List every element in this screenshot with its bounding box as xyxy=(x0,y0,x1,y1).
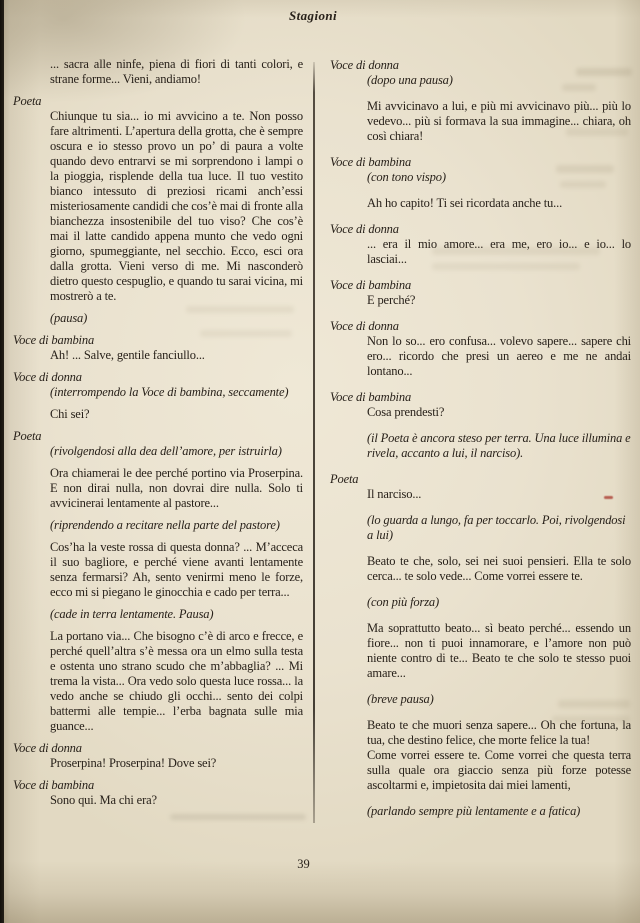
column-divider-rule xyxy=(313,62,315,823)
stage-direction: (lo guarda a lungo, fa per toccarlo. Poi, rivolgendosi a lui) xyxy=(367,513,626,542)
dialogue-paragraph: Come vorrei essere te. Come vorrei che questa terra sulla quale ora giaccio senza più forze potesse ascoltarmi e, impietosita dai miei lamenti, xyxy=(367,748,631,792)
bleedthrough-artifact xyxy=(576,68,632,76)
stage-direction: (interrompendo la Voce di bambina, seccamente) xyxy=(50,385,289,399)
bleedthrough-artifact xyxy=(170,814,306,820)
dialogue-paragraph: Cos’ha la veste rossa di questa donna? ... M’acceca il suo bagliore, e perché viene avanti lentamente senza fermarsi? Ah, sento venirmi meno le forze, ecco mi si piegano le ginocchia e cado per terra... xyxy=(50,540,303,599)
dialogue-paragraph: Ora chiamerai le dee perché portino via Proserpina. E non dirai nulla, non dovrai dire nulla. Solo ti avvicinerai lentamente al pastore... xyxy=(50,466,303,510)
speaker-label: Voce di donna xyxy=(330,319,399,333)
bleedthrough-artifact xyxy=(556,165,614,173)
bleedthrough-artifact xyxy=(562,84,596,91)
speaker-label: Voce di donna xyxy=(13,370,82,384)
dialogue-paragraph: Chiunque tu sia... io mi avvicino a te. Non posso fare altrimenti. L’apertura della grotta, che è sempre oscura e io stesso provo un po’ di paura a volte quando devo entrarvi se mi sorprendono i lampi o la pioggia, risplende della tua luce. Il tuo vestito bianco intessuto di preziosi ricami anch’essi misteriosamente candidi che cos’è mai di fronte alla bianchezza insostenibile del tuo viso? Che cos’è mai il latte candido appena munto che vedo ogni giorno, spumeggiante, nel secchio. Ecco, esci ora dalla grotta. Vieni verso di me. Mi nasconderò dietro questo cespuglio, e quando tu sarai vicina, mi mostrerò a te. xyxy=(50,109,303,303)
stage-direction: (cade in terra lentamente. Pausa) xyxy=(50,607,214,621)
speaker-label: Poeta xyxy=(13,429,42,443)
stage-direction: (riprendendo a recitare nella parte del pastore) xyxy=(50,518,280,532)
dialogue-paragraph: Ma soprattutto beato... sì beato perché... essendo un fiore... non ti puoi innamorare, e l’amore non può niente contro di te... Beato te che solo te stesso puoi amare... xyxy=(367,621,631,680)
dialogue-paragraph: Proserpina! Proserpina! Dove sei? xyxy=(50,756,217,770)
speaker-label: Voce di bambina xyxy=(330,390,412,404)
stage-direction: (con tono vispo) xyxy=(367,170,446,184)
running-header: Stagioni xyxy=(289,8,337,23)
speaker-label: Voce di bambina xyxy=(13,333,95,347)
speaker-label: Voce di donna xyxy=(13,741,82,755)
dialogue-paragraph: Beato te che, solo, sei nei suoi pensieri. Ella te solo cerca... te solo vede... Come vorrei essere te. xyxy=(367,554,631,583)
binding-edge xyxy=(0,0,4,923)
bleedthrough-artifact xyxy=(560,181,606,188)
speaker-label: Voce di bambina xyxy=(13,778,95,792)
bleedthrough-artifact xyxy=(432,263,580,270)
speaker-label: Poeta xyxy=(330,472,359,486)
dialogue-paragraph: E perché? xyxy=(367,293,416,307)
bleedthrough-artifact xyxy=(432,247,600,255)
speaker-label: Voce di donna xyxy=(330,222,399,236)
speaker-label: Voce di donna xyxy=(330,58,399,72)
page-number: 39 xyxy=(297,857,310,871)
speaker-label: Poeta xyxy=(13,94,42,108)
dialogue-paragraph: Ah! ... Salve, gentile fanciullo... xyxy=(50,348,205,362)
dialogue-paragraph: Cosa prendesti? xyxy=(367,405,445,419)
stage-direction: (il Poeta è ancora steso per terra. Una luce illumina e rivela, accanto a lui, il narciso). xyxy=(367,431,631,460)
bleedthrough-artifact xyxy=(552,716,630,723)
bleedthrough-artifact xyxy=(186,306,294,313)
dialogue-paragraph: Chi sei? xyxy=(50,407,90,421)
dialogue-paragraph: Non lo so... ero confusa... volevo sapere... sapere chi ero... ricordo che presi un aereo e me ne andai lontano... xyxy=(367,334,631,378)
dialogue-paragraph: Il narciso... xyxy=(367,487,422,501)
stage-direction: (dopo una pausa) xyxy=(367,73,453,87)
left-column xyxy=(13,57,303,808)
speaker-label: Voce di bambina xyxy=(330,278,412,292)
stage-direction: (con più forza) xyxy=(367,595,440,609)
bleedthrough-artifact xyxy=(558,700,630,708)
stage-direction: (pausa) xyxy=(50,311,88,325)
dialogue-paragraph: ... era il mio amore... era me, ero io... e io... lo lasciai... xyxy=(367,237,631,266)
dialogue-paragraph: Sono qui. Ma chi era? xyxy=(50,793,157,807)
stage-direction: (rivolgendosi alla dea dell’amore, per istruirla) xyxy=(50,444,282,458)
dialogue-paragraph: Beato te che muori senza sapere... Oh che fortuna, la tua, che destino felice, che morte felice la tua! xyxy=(367,718,631,747)
red-mark-artifact xyxy=(604,496,613,499)
dialogue-paragraph: La portano via... Che bisogno c’è di arco e frecce, e perché quell’altra s’è messa ora un elmo sulla testa e ostenta uno strano scudo che m’abbaglia? ... Mi trema la vista... Ora vedo solo questa luce rossa... la vedo anche se chiudo gli occhi... sento dei colpi battermi alle tempie... l’erba bagnata sulle mia guance... xyxy=(50,629,303,733)
dialogue-paragraph: ... sacra alle ninfe, piena di fiori di tanti colori, e strane forme... Vieni, andiamo! xyxy=(50,57,303,86)
bleedthrough-artifact xyxy=(566,128,628,136)
bleedthrough-artifact xyxy=(200,330,292,337)
speaker-label: Voce di bambina xyxy=(330,155,412,169)
dialogue-paragraph: Ah ho capito! Ti sei ricordata anche tu... xyxy=(367,196,563,210)
dialogue-paragraph: Mi avvicinavo a lui, e più mi avvicinavo più... più lo vedevo... più si formava la sua immagine... chiara, oh così chiara! xyxy=(367,99,631,143)
stage-direction: (parlando sempre più lentamente e a fatica) xyxy=(367,804,581,818)
stage-direction: (breve pausa) xyxy=(367,692,434,706)
